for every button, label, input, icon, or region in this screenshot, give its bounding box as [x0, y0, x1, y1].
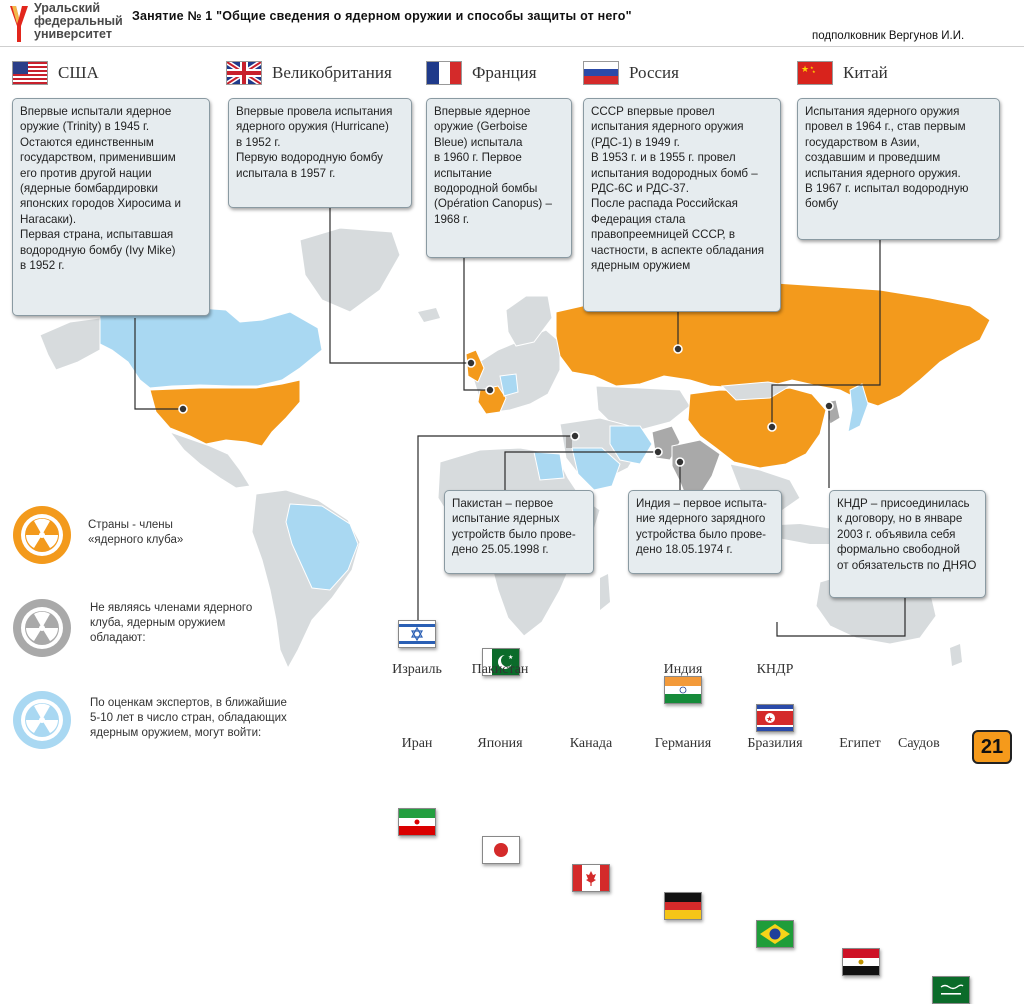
callout-usa	[12, 98, 210, 316]
callout-line: к договору, но в январе	[837, 512, 963, 526]
callout-line: В 1953 г. и в 1955 г. провел	[591, 151, 736, 165]
callout-line: Испытания ядерного оружия	[805, 105, 960, 118]
iran-flag-icon	[398, 808, 436, 836]
callout-russia	[583, 98, 781, 312]
uk-flag-icon	[226, 61, 262, 85]
callout-line: РДС-6С и РДС-37.	[591, 182, 689, 196]
country-label: Иран	[401, 736, 433, 751]
country-label: Бразилия	[747, 736, 803, 751]
russia-flag-icon	[583, 61, 619, 85]
map-madagascar	[600, 574, 610, 610]
marker-pakistan	[654, 448, 662, 456]
callout-line: оружие (Trinity) в 1945 г.	[20, 120, 150, 134]
egypt-flag-icon	[842, 948, 880, 976]
svg-text:★: ★	[508, 654, 514, 661]
radiation-gray-icon	[12, 598, 72, 658]
callout-line: оружие (Gerboise	[434, 120, 528, 134]
legend-nuclear-club	[88, 518, 183, 548]
callout-line: Нагасаки).	[20, 212, 77, 226]
legend-line: Не являясь членами ядерного	[90, 602, 253, 614]
map-iceland	[418, 308, 440, 322]
marker-usa	[179, 405, 187, 413]
svg-text:★: ★	[801, 65, 810, 75]
university-name-line: федеральный	[34, 14, 123, 28]
callout-line: государством в Азии,	[805, 135, 920, 149]
callout-line: Пакистан – первое	[452, 497, 554, 510]
marker-india	[676, 458, 684, 466]
svg-text:★: ★	[812, 69, 816, 74]
radiation-blue-icon	[12, 690, 72, 750]
callout-line: В 1967 г. испытал водородную	[805, 182, 969, 196]
map-greenland	[300, 228, 400, 312]
china-flag-icon	[797, 61, 833, 85]
india-flag-icon	[664, 676, 702, 704]
country-label: Германия	[654, 736, 712, 751]
callout-line: бомбу	[805, 197, 839, 211]
legend-non-members	[90, 601, 252, 646]
svg-text:★: ★	[810, 65, 814, 70]
callout-line: Первую водородную бомбу	[236, 151, 383, 165]
map-new-zealand	[950, 644, 962, 666]
callout-line: испытания ядерного оружия	[591, 120, 744, 134]
header-divider	[0, 46, 1024, 47]
legend-potential	[90, 696, 287, 741]
callout-line: (Opération Canopus) –	[434, 197, 552, 211]
callout-line: дено 18.05.1974 г.	[636, 543, 733, 557]
marker-france	[486, 386, 494, 394]
marker-china	[768, 423, 776, 431]
marker-dprk	[825, 402, 833, 410]
country-name: Великобритания	[272, 63, 392, 82]
map-alaska	[40, 318, 100, 370]
country-header-uk	[226, 59, 392, 87]
country-header-china	[797, 59, 888, 87]
country-header-usa	[12, 59, 99, 87]
callout-line: испытала в 1957 г.	[236, 166, 336, 180]
country-label: Пакистан	[471, 662, 529, 677]
radiation-orange-icon	[12, 505, 72, 565]
callout-line: в 1952 г.	[236, 135, 281, 149]
legend-line: Страны - члены	[88, 519, 173, 531]
callout-line: КНДР – присоединилась	[837, 497, 970, 510]
callout-line: его против другой нации	[20, 166, 152, 180]
legend-line: 5-10 лет в число стран, обладающих	[90, 712, 287, 724]
callout-line: Впервые испытали ядерное	[20, 105, 172, 118]
svg-text:★: ★	[766, 714, 774, 724]
callout-line: государством, применившим	[20, 151, 176, 165]
university-name	[34, 2, 123, 41]
callout-line: 2003 г. объявила себя	[837, 527, 956, 541]
callout-line: (РДС-1) в 1949 г.	[591, 135, 680, 149]
us-flag-icon	[12, 61, 48, 85]
callout-line: 1968 г.	[434, 212, 470, 226]
callout-line: правопреемницей СССР, в	[591, 228, 736, 242]
callout-line: водородной бомбы	[434, 182, 538, 196]
germany-flag-icon	[664, 892, 702, 920]
callout-pakistan	[444, 490, 594, 574]
callout-line: Индия – первое испыта-	[636, 497, 767, 510]
country-label: Канада	[569, 736, 613, 751]
callout-line: Федерация стала	[591, 212, 686, 226]
legend-line: клуба, ядерным оружием	[90, 617, 226, 629]
country-label: Индия	[663, 662, 703, 677]
callout-line: создавшим и проведшим	[805, 151, 941, 165]
legend-line: По оценкам экспертов, в ближайшие	[90, 697, 287, 709]
page-number: 21	[972, 730, 1012, 764]
callout-india	[628, 490, 782, 574]
country-label: Израиль	[392, 662, 442, 677]
saudi-flag-icon	[932, 976, 970, 1004]
callout-line: дено 25.05.1998 г.	[452, 543, 549, 557]
callout-line: провел в 1964 г., став первым	[805, 120, 966, 134]
callout-line: частности, в аспекте обладания	[591, 243, 765, 257]
callout-line: устройства было прове-	[636, 527, 766, 541]
callout-line: Впервые ядерное	[434, 105, 531, 118]
country-label: Япония	[477, 736, 523, 751]
dprk-flag-icon	[756, 704, 794, 732]
callout-line: испытание ядерных	[452, 512, 560, 526]
callout-line: в 1960 г. Первое	[434, 151, 522, 165]
callout-line: от обязательств по ДНЯО	[837, 558, 977, 572]
callout-line: испытания ядерного оружия.	[805, 166, 961, 180]
marker-israel	[571, 432, 579, 440]
callout-line: ние ядерного зарядного	[636, 512, 766, 526]
callout-line: Первая страна, испытавшая	[20, 228, 174, 242]
author-name: подполковник Вергунов И.И.	[812, 30, 965, 42]
legend-line: «ядерного клуба»	[88, 534, 184, 546]
callout-line: ядерным оружием	[591, 259, 691, 273]
legend-line: обладают:	[90, 632, 146, 644]
university-logo	[8, 2, 126, 46]
country-label: Саудов	[898, 736, 940, 751]
canada-flag-icon	[572, 864, 610, 892]
callout-france	[426, 98, 572, 258]
callout-line: ядерного оружия (Hurricane)	[236, 120, 389, 134]
university-name-line: Уральский	[34, 1, 101, 15]
callout-line: Впервые провела испытания	[236, 105, 393, 118]
ural-logo-icon	[8, 4, 30, 44]
country-name: Россия	[629, 63, 679, 82]
country-header-france	[426, 59, 537, 87]
callout-uk	[228, 98, 412, 208]
marker-russia	[674, 345, 682, 353]
callout-china	[797, 98, 1000, 240]
lesson-title: Занятие № 1 "Общие сведения о ядерном оружии и способы защиты от него"	[132, 9, 632, 23]
country-name: США	[58, 63, 99, 82]
callout-line: СССР впервые провел	[591, 105, 715, 118]
callout-line: формально свободной	[837, 543, 960, 557]
legend-line: ядерным оружием, могут войти:	[90, 727, 262, 739]
callout-dprk	[829, 490, 986, 598]
callout-line: После распада Российская	[591, 197, 738, 211]
callout-line: испытания водородных бомб –	[591, 166, 758, 180]
country-label: Египет	[839, 736, 881, 751]
callout-line: Bleue) испытала	[434, 135, 523, 149]
france-flag-icon	[426, 61, 462, 85]
country-header-russia	[583, 59, 679, 87]
japan-flag-icon	[482, 836, 520, 864]
callout-line: устройств было прове-	[452, 527, 576, 541]
university-name-line: университет	[34, 27, 112, 41]
callout-line: в 1952 г.	[20, 259, 65, 273]
marker-uk	[467, 359, 475, 367]
map-usa	[150, 380, 300, 446]
callout-line: (ядерные бомбардировки	[20, 182, 158, 196]
country-name: Франция	[472, 63, 537, 82]
callout-line: водородную бомбу (Ivy Mike)	[20, 243, 176, 257]
country-name: Китай	[843, 63, 888, 82]
callout-line: японских городов Хиросима и	[20, 197, 181, 211]
country-label: КНДР	[756, 662, 794, 677]
callout-line: испытание	[434, 166, 492, 180]
brazil-flag-icon	[756, 920, 794, 948]
israel-flag-icon	[398, 620, 436, 648]
callout-line: Остаются единственным	[20, 135, 154, 149]
